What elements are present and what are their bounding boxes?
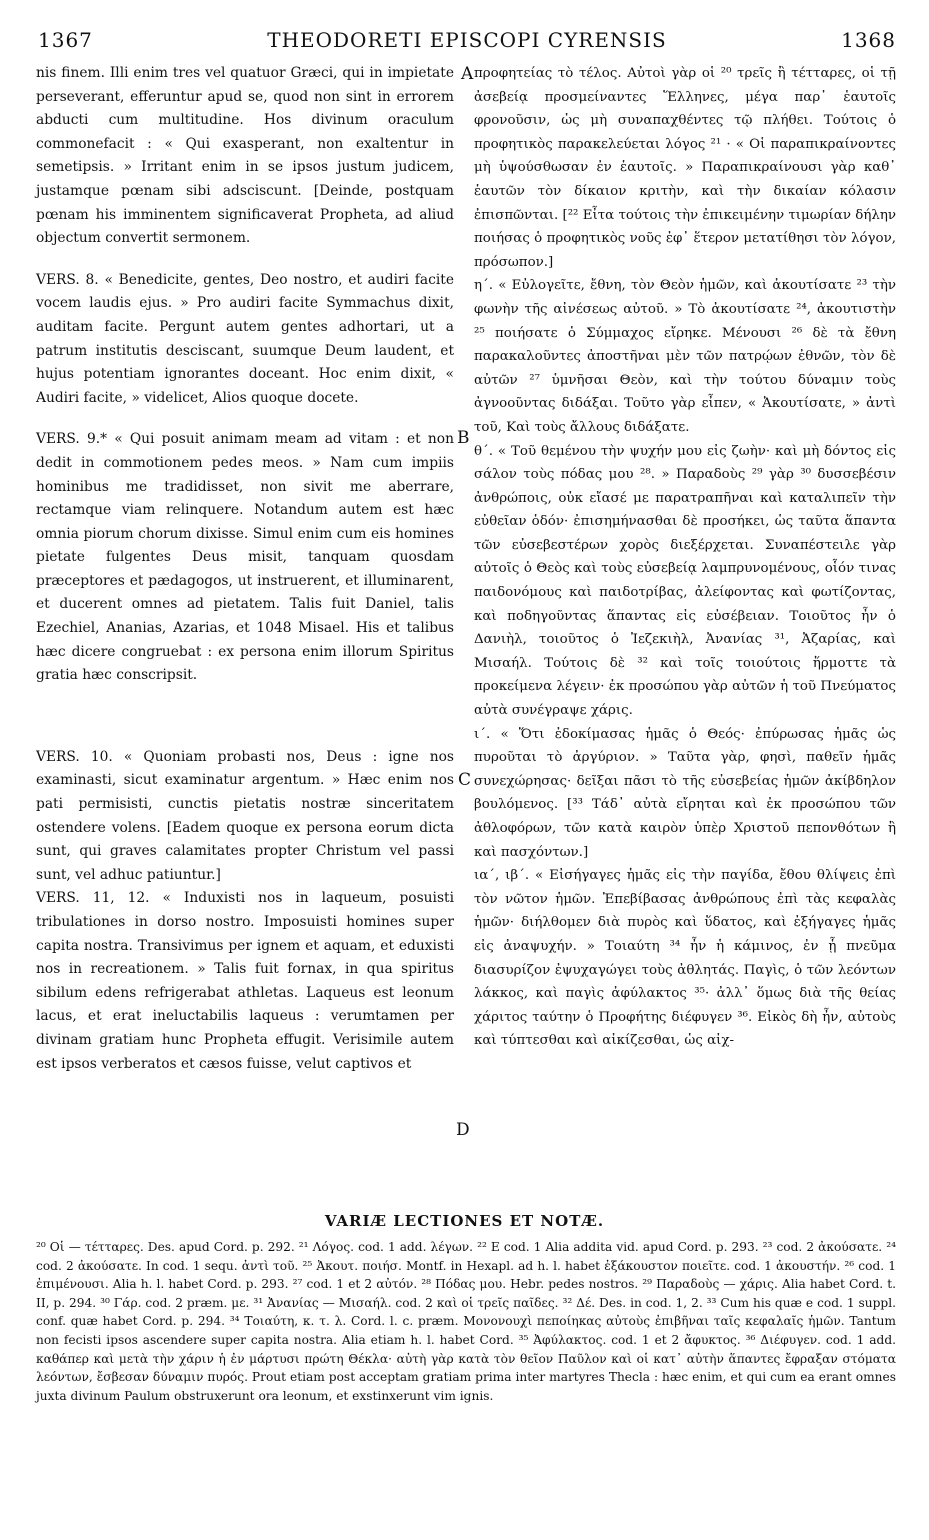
latin-paragraph: nis finem. Illi enim tres vel quatuor Græci, qui in impietate perseverant, efferuntur apud se, quod non sint in errorem abducti cum multitudine. Hos divinum oraculum commonefacit : « Qui exasperant, non exaltentur in semetipsis. » Irritant enim in se ipsos justum judicem, justamque pœnam sibi adsciscunt. [Deinde, postquam pœnam his imminentem significaverat Propheta, ad aliud objectum convertit sermonem.: [36, 65, 454, 247]
page-header: [38, 28, 896, 58]
running-title: THEODORETI EPISCOPI CYRENSIS: [267, 28, 667, 52]
page-number-right: 1368: [841, 28, 896, 52]
latin-paragraph: VERS. 11, 12. « Induxisti nos in laqueum, posuisti tribulationes in dorso nostro. Imposuisti homines super capita nostra. Transivimus per ignem et aquam, et eduxisti nos in recreationem. » Talis fuit fornax, in qua spiritus sibilum edens refrigerabat athletas. Laqueus est leonum lacus, et erat ineluctabilis laqueus : verumtamen per divinam gratiam hunc Propheta effugit. Verisimile autem est ipsos verberatos et cæsos fuisse, velut captivos et: [36, 890, 454, 1072]
notes-text: ²⁰ Οἱ — τέτταρες. Des. apud Cord. p. 292. ²¹ Λόγος. cod. 1 add. λέγων. ²² E cod. 1 Alia addita vid. apud Cord. p. 293. ²³ cod. 2 ἀκούσατε. ²⁴ cod. 2 ἀκούσατε. In cod. 1 sequ. ἀντὶ τοῦ. ²⁵ Ἀκουτ. ποιήσ. Montf. in Hexapl. ad h. l. habet ἐξάκουστον ποιεῖτε. cod. 1 ἀκουστήν. ²⁶ cod. 1 ἐπιμένουσι. Alia h. l. habet Cord. p. 293. ²⁷ cod. 1 et 2 αὐτόν. ²⁸ Πόδας μου. Hebr. pedes nostros. ²⁹ Παραδοὺς — χάρις. Alia habet Cord. t. II, p. 294. ³⁰ Γάρ. cod. 2 præm. με. ³¹ Ἀνανίας — Μισαήλ. cod. 2 καὶ οἱ τρεῖς παῖδες. ³² Δέ. Des. in cod. 1, 2. ³³ Cum his quæ e cod. 1 suppl. conf. quæ habet Cord. p. 294. ³⁴ Τοιαύτη, κ. τ. λ. Cord. l. c. præm. Μονονουχὶ πεποίηκας αὐτοὺς ἐπιβῆναι ταῖς κεφαλαῖς ἡμῶν. Tantum non fecisti ipsos ascendere super capita nostra. Alia etiam h. l. habet Cord. ³⁵ Ἀφύλακτος. cod. 1 et 2 ἄφυκτος. ³⁶ Διέφυγεν. cod. 1 add. καθάπερ καὶ μετὰ τὴν χάριν ἡ ἐν μάρτυσι πρώτη Θέκλα· αὐτὴ γὰρ κατὰ τὸν θεῖον Παῦλον καὶ οἱ κατ᾽ αὐτὴν ἅπαντες ἔφραξαν στόματα λεόντων, ἔσβεσαν δύναμιν πυρός. Prout etiam post acceptam gratiam prima inter martyres Thecla : hæc enim, et qui cum ea erant omnes juxta divinum Paulum obstruxerunt ora leonum, et exstinxerunt vim ignis.: [36, 1240, 896, 1403]
notes-heading: VARIÆ LECTIONES ET NOTÆ.: [324, 1212, 605, 1230]
margin-marker-a: A: [461, 64, 474, 84]
page-number-left: 1367: [38, 28, 93, 52]
greek-paragraph: ια΄, ιβ΄. « Εἰσήγαγες ἡμᾶς εἰς τὴν παγίδα, ἔθου θλίψεις ἐπὶ τὸν νῶτον ἡμῶν. Ἐπεβίβασας ἀνθρώπους ἐπὶ τὰς κεφαλὰς ἡμῶν· διήλθομεν διὰ πυρὸς καὶ ὕδατος, καὶ ἐξήγαγες ἡμᾶς εἰς ἀναψυχήν. » Τοιαύτη ³⁴ ἦν ἡ κάμινος, ἐν ᾗ πνεῦμα διασυρίζον ἐψυχαγώγει τοὺς ἀθλητάς. Παγὶς, ὁ τῶν λεόντων λάκκος, καὶ παγὶς ἀφύλακτος ³⁵· ἀλλ᾽ ὅμως διὰ τῆς θείας χάριτος ταύτην ὁ Προφήτης διέφυγεν ³⁶. Εἰκὸς δὴ ἦν, αὐτοὺς καὶ τύπτεσθαι καὶ αἰκίζεσθαι, ὡς αἰχ-: [474, 868, 896, 1049]
greek-paragraph: ι΄. « Ὅτι ἐδοκίμασας ἡμᾶς ὁ Θεός· ἐπύρωσας ἡμᾶς ὡς πυροῦται τὸ ἀργύριον. » Ταῦτα γὰρ, φησὶ, παθεῖν ἡμᾶς συνεχώρησας· δεῖξαι πᾶσι τὸ τῆς εὐσεβείας ἡμῶν ἀκίβδηλον βουλόμενος. [³³ Τάδ᾽ αὐτὰ εἴρηται καὶ ἐκ προσώπου τῶν ἀθλοφόρων, τῶν κατὰ καιρὸν ὑπὲρ Χριστοῦ πεπονθότων ἢ καὶ πασχόντων.]: [474, 726, 896, 860]
latin-column: [36, 62, 454, 1076]
greek-column: [474, 62, 896, 1053]
latin-paragraph: VERS. 8. « Benedicite, gentes, Deo nostro, et audiri facite vocem laudis ejus. » Pro audiri facite Symmachus dixit, auditam facite. Pergunt autem gentes adhortari, ut a patrum institutis desciscant, suumque Deum laudent, et hujus potentiam ignorantes doceant. Hoc enim dixit, « Audiri facite, » videlicet, Alios quoque docete.: [36, 271, 454, 406]
greek-paragraph: προφητείας τὸ τέλος. Αὐτοὶ γὰρ οἱ ²⁰ τρεῖς ἢ τέτταρες, οἱ τῇ ἀσεβείᾳ προσμείναντες Ἕλληνες, μέγα παρ᾽ ἑαυτοῖς φρονοῦσιν, ὡς μὴ συναπαχθέντες τῷ πλήθει. Τούτοις ὁ προφητικὸς παρακελεύεται λόγος ²¹ · « Οἱ παραπικραίνοντες μὴ ὑψούσθωσαν ἐν ἑαυτοῖς. » Παραπικραίνουσι γὰρ καθ᾽ ἑαυτῶν τὸν δίκαιον κριτὴν, καὶ τὴν δικαίαν κόλασιν ἐπισπῶνται. [²² Εἶτα τούτοις τὴν ἐπικειμένην τιμωρίαν δήλην ποιήσας ὁ προφητικὸς νοῦς ἐφ᾽ ἕτερον μετατίθησι τὸν λόγον, πρόσωπον.]: [474, 66, 896, 270]
latin-paragraph: VERS. 9.* « Qui posuit animam meam ad vitam : et non dedit in commotionem pedes meos. » Nam cum impiis hominibus me tradidisset, non sivit me aberrare, rectamque viam relinquere. Notandum autem est hæc omnia piorum chorum dixisse. Simul enim cum eis homines pietate fulgentes Deus misit, tanquam quosdam præceptores et pædagogos, ut instruerent, et illuminarent, et ducerent omnes ad pietatem. Talis fuit Daniel, talis Ezechiel, Ananias, Azarias, et 1048 Misael. His et talibus hæc dicere congruebat : ex persona enim illorum Spiritus gratia hæc conscripsit.: [36, 431, 454, 684]
greek-paragraph: θ΄. « Τοῦ θεμένου τὴν ψυχήν μου εἰς ζωὴν· καὶ μὴ δόντος εἰς σάλον τοὺς πόδας μου ²⁸. » Παραδοὺς ²⁹ γὰρ ³⁰ δυσσεβέσιν ἀνθρώποις, οὐκ εἴασέ με παρατραπῆναι καὶ καταλιπεῖν τὴν εὐθεῖαν ὁδόν· ἐπισημήνασθαι δὲ προσήκει, ὡς ταῦτα ἅπαντα τῶν εὐσεβεστέρων χορὸς διεξέρχεται. Συναπέστειλε γὰρ αὐτοῖς ὁ Θεὸς καὶ τοὺς εὐσεβείᾳ λαμπρυνομένους, οἷόν τινας παιδονόμους καὶ παιδοτρίβας, ἀλείφοντας καὶ φωτίζοντας, καὶ ποδηγοῦντας ἅπαντας εἰς εὐσέβειαν. Τοιοῦτος ἦν ὁ Δανιὴλ, τοιοῦτος ὁ Ἰεζεκιὴλ, Ἀνανίας ³¹, Ἀζαρίας, καὶ Μισαήλ. Τούτοις δὲ ³² καὶ τοῖς τοιούτοις ἥρμοττε τὰ προκείμενα λέγειν· ἐκ προσώπου γὰρ αὐτῶν ἡ τοῦ Πνεύματος αὐτὰ συνέγραψε χάρις.: [474, 443, 896, 719]
greek-paragraph: η΄. « Εὐλογεῖτε, ἔθνη, τὸν Θεὸν ἡμῶν, καὶ ἀκουτίσατε ²³ τὴν φωνὴν τῆς αἰνέσεως αὐτοῦ. » Τὸ ἀκουτίσατε ²⁴, ἀκουτιστὴν ²⁵ ποιήσατε ὁ Σύμμαχος εἴρηκε. Μένουσι ²⁶ δὲ τὰ ἔθνη παρακαλοῦντες ἀποστῆναι μὲν τῶν πατρῴων ἐθνῶν, τὸν δὲ αὐτῶν ²⁷ ὑμνῆσαι Θεὸν, καὶ τὴν τούτου δύναμιν τοὺς ἀγνοοῦντας διδάξαι. Τοῦτο γὰρ εἶπεν, « Ἀκουτίσατε, » ἀντὶ τοῦ, Καὶ τοὺς ἄλλους διδάξατε.: [474, 278, 896, 435]
margin-marker-d: D: [456, 1120, 470, 1140]
margin-marker-c: C: [458, 770, 472, 790]
latin-paragraph: VERS. 10. « Quoniam probasti nos, Deus : igne nos examinasti, sicut examinatur argentum. » Hæc enim nos pati permisisti, cunctis pietatis nostræ sinceritatem ostendere volens. [Eadem quoque ex persona eorum dicta sunt, qui graves calamitates propter Christum vel passi sunt, vel adhuc patiuntur.]: [36, 748, 454, 883]
margin-marker-b: B: [457, 428, 470, 448]
